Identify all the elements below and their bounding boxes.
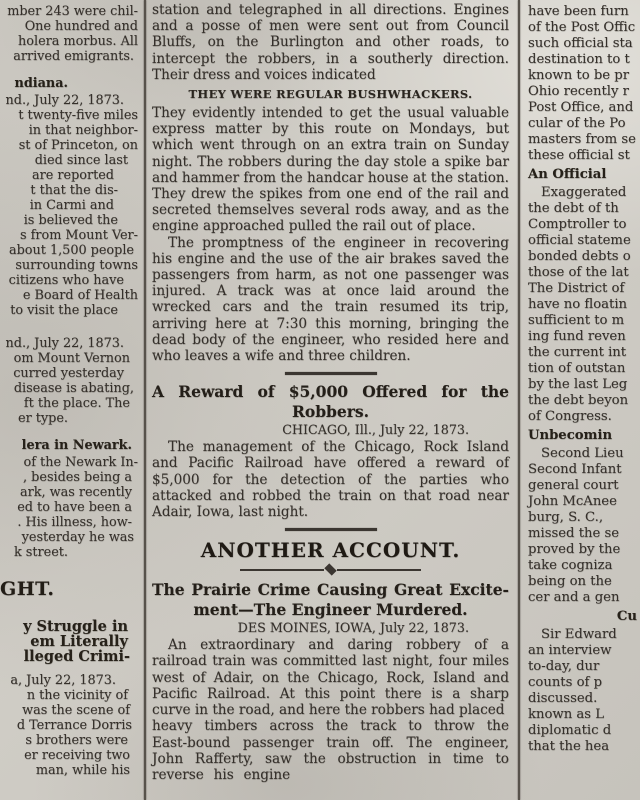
line-gap xyxy=(0,560,138,569)
line-gap xyxy=(0,664,138,673)
text-line: John McAnee xyxy=(528,494,617,509)
text-line: curred yesterday xyxy=(13,366,124,381)
text-line: of the Post Offic xyxy=(528,20,636,35)
text-line: citizens who have xyxy=(8,273,124,288)
text-line: in Carmi and xyxy=(29,198,114,213)
text-line: ed to have been a xyxy=(17,500,132,515)
line-gap xyxy=(0,64,138,73)
reward-headline xyxy=(152,382,509,421)
text-line: ing fund reven xyxy=(528,329,626,344)
rule-bar xyxy=(240,569,324,571)
text-line: A Reward of $5,000 Offered for the xyxy=(152,382,509,402)
text-line: k street. xyxy=(13,545,68,560)
diamond-icon xyxy=(324,564,336,576)
dateline-des-moines: DES MOINES, IOWA, July 22, 1873. xyxy=(237,620,469,636)
text-line: Robbers. xyxy=(291,401,370,421)
text-line: of Congress. xyxy=(528,409,612,424)
text-line: , besides being a xyxy=(23,470,132,485)
text-line: known as L xyxy=(528,707,604,722)
paragraph-robbery-account-continued: heavy timbers across the track to throw the East-bound passenger train off. The engineer, John Rafferty, saw the obstruction in time to reverse his engine xyxy=(152,718,509,783)
rule-bar xyxy=(337,569,421,571)
text-line: The District of xyxy=(528,281,625,296)
another-account-headline: ANOTHER ACCOUNT. xyxy=(200,538,461,563)
text-line: ndiana. xyxy=(14,76,68,91)
text-line: ft the place. The xyxy=(23,396,130,411)
paragraph-reward-offer: The management of the Chicago, Rock Island and Pacific Railroad have offered a reward of $5,000 for the detection of the parties who attacked and robbed the train on that road near Adair, Iowa, last night. xyxy=(152,439,509,521)
text-line: ment—The Engineer Murdered. xyxy=(193,599,468,619)
text-line: Ohio recently r xyxy=(528,84,629,99)
text-line: proved by the xyxy=(528,542,621,557)
text-line: Sir Edward xyxy=(541,627,617,642)
text-line: is believed the xyxy=(23,213,118,228)
crosshead-bushwhackers: THEY WERE REGULAR BUSHWHACKERS. xyxy=(188,87,473,102)
line-gap xyxy=(0,318,138,327)
text-line: ark, was recently xyxy=(20,485,132,500)
paragraph-engineer-promptness: The promptness of the engineer in recovering his engine and the use of the air brakes saved the passengers from harm, as not one passenger was injured. A track was at once laid around the wrecked cars and the train resumed its trip, arriving here at 7:30 this morning, bringing the dead body of the engineer, who resided here and who leaves a wife and three children. xyxy=(152,234,509,365)
text-line: Second Lieu xyxy=(541,446,624,461)
text-line: er receiving two xyxy=(24,748,130,763)
column-divider-left xyxy=(144,0,146,800)
text-line: lleged Crimi- xyxy=(23,648,130,665)
line-gap xyxy=(0,327,138,336)
text-line: was the scene of xyxy=(22,703,130,718)
text-line: a, July 22, 1873. xyxy=(10,673,116,688)
text-line: st of Princeton, on xyxy=(18,138,138,153)
text-line: known to be pr xyxy=(528,68,630,83)
text-line: An Official xyxy=(528,167,607,182)
section-rule xyxy=(285,528,377,531)
text-line: e Board of Health xyxy=(22,288,138,303)
text-line: to visit the place xyxy=(10,303,118,318)
text-line: discussed. xyxy=(528,691,598,706)
text-line: Exaggerated xyxy=(541,185,627,200)
text-line: lera in Newark. xyxy=(21,438,132,453)
text-line: died since last xyxy=(34,153,128,168)
text-line: to-day, dur xyxy=(528,659,600,674)
text-line: counts of p xyxy=(528,675,603,690)
text-line: tion of outstan xyxy=(528,361,626,376)
center-column xyxy=(152,2,509,783)
text-line: s brothers were xyxy=(25,733,128,748)
line-gap xyxy=(0,601,138,610)
text-line: destination to t xyxy=(528,52,630,67)
text-line: s from Mount Ver- xyxy=(20,228,138,243)
text-line: in that neighbor- xyxy=(28,123,138,138)
text-line: these official st xyxy=(528,148,630,163)
text-line: of the Newark In- xyxy=(23,455,138,470)
text-line: cular of the Po xyxy=(528,116,626,131)
text-line: are reported xyxy=(32,168,114,183)
line-gap xyxy=(0,426,138,435)
text-line: burg, S. C., xyxy=(528,510,604,525)
text-line: the debt beyon xyxy=(528,393,629,408)
dateline-chicago: CHICAGO, Ill., July 22, 1873. xyxy=(282,422,469,438)
text-line: an interview xyxy=(528,643,612,658)
text-line: have no floatin xyxy=(528,297,628,312)
text-line: t twenty-five miles xyxy=(18,108,138,123)
text-line: by the last Leg xyxy=(528,377,628,392)
text-line: being on the xyxy=(528,574,612,589)
text-line: missed the se xyxy=(528,526,620,541)
paragraph-telegraph-posse: station and telegraphed in all directions. Engines and a posse of men were sent out from Council Bluffs, on the Burlington and other roads, to intercept the robbers, in a southerly direction. Their dress and voices indicated xyxy=(152,2,509,83)
text-line: that the hea xyxy=(528,739,610,754)
paragraph-robbery-account: An extraordinary and daring robbery of a railroad train was committed last night, four miles west of Adair, on the Chicago, Rock, Island and Pacific Railroad. At this point there is a sharp curve in the road, and here the robbers had placed xyxy=(152,637,509,719)
text-line: diplomatic d xyxy=(528,723,612,738)
text-line: One hundred and xyxy=(24,19,138,34)
text-line: masters from se xyxy=(528,132,636,147)
text-line: Comptroller to xyxy=(528,217,627,232)
left-column-fragments xyxy=(0,4,138,778)
text-line: holera morbus. All xyxy=(18,34,138,49)
section-rule xyxy=(285,372,377,375)
text-line: the current int xyxy=(528,345,627,360)
text-line: Second Infant xyxy=(528,462,622,477)
text-line: surrounding towns xyxy=(15,258,138,273)
text-line: d Terrance Dorris xyxy=(16,718,132,733)
text-line: mber 243 were chil- xyxy=(7,4,138,19)
text-line: The Prairie Crime Causing Great Excite- xyxy=(152,580,509,600)
text-line: t that the dis- xyxy=(30,183,118,198)
text-line: Post Office, and xyxy=(528,100,634,115)
text-line: disease is abating, xyxy=(13,381,134,396)
text-line: general court xyxy=(528,478,619,493)
text-line: y Struggle in xyxy=(23,618,128,635)
prairie-crime-subheadline xyxy=(152,580,509,619)
text-line: those of the lat xyxy=(528,265,629,280)
column-divider-right xyxy=(518,0,520,800)
text-line: er type. xyxy=(18,411,68,426)
text-line: GHT. xyxy=(0,578,55,600)
text-line: yesterday he was xyxy=(21,530,134,545)
line-gap xyxy=(0,569,138,578)
text-line: em Literally xyxy=(30,633,128,650)
text-line: have been furn xyxy=(528,4,629,19)
text-line: . His illness, how- xyxy=(17,515,132,530)
text-line: sufficient to m xyxy=(528,313,625,328)
paragraph-express-spikes: They evidently intended to get the usual valuable express matter by this route on Mondays, but which went through on an extra train on Sunday night. The robbers during the day stole a spike bar and hammer from the handcar house at the station. They drew the spikes from one end of the rail and secreted themselves several rods away, and as the engine approached pulled the rail out of place. xyxy=(152,105,509,235)
text-line: om Mount Vernon xyxy=(13,351,130,366)
text-line: take cogniza xyxy=(528,558,613,573)
right-column-fragments xyxy=(528,4,640,755)
text-line: nd., July 22, 1873. xyxy=(5,336,124,351)
text-line: about 1,500 people xyxy=(8,243,134,258)
text-line: official stateme xyxy=(528,233,631,248)
text-line: such official sta xyxy=(528,36,633,51)
text-line: bonded debts o xyxy=(528,249,631,264)
text-line: n the vicinity of xyxy=(26,688,128,703)
text-line: the debt of th xyxy=(528,201,619,216)
text-line: man, while his xyxy=(35,763,130,778)
text-line: arrived emigrants. xyxy=(13,49,134,64)
text-line: nd., July 22, 1873. xyxy=(5,93,124,108)
text-line: Cu xyxy=(616,609,637,624)
text-line: Unbecomin xyxy=(528,428,613,443)
text-line: cer and a gen xyxy=(528,590,620,605)
diamond-rule xyxy=(152,566,509,573)
